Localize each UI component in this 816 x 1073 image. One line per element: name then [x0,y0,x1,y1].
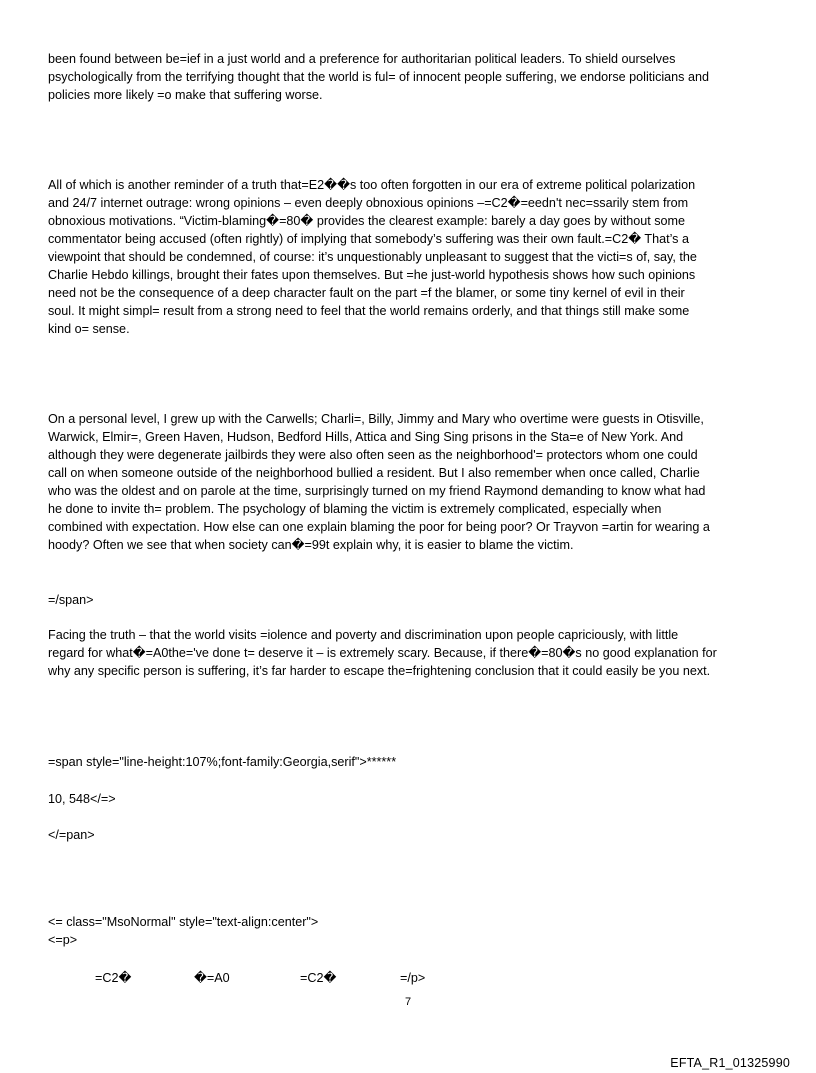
text-line: been found between be=ief in a just world and a preference for authoritarian political leaders. To shield ourselves [48,52,676,66]
document-id: EFTA_R1_01325990 [670,1056,790,1070]
paragraph-just-world-authoritarian [48,50,776,104]
markup-fragment-pan-close [48,826,776,844]
page-number: 7 [404,996,412,1008]
encoding-glyph: �=A0 [194,971,230,985]
text-line: commentator being accused (often rightly) of implying that somebody’s suffering was their own fault.=C2� That’s a [48,232,689,246]
markup-fragment-span-style [48,753,776,771]
text-line: he done to invite th= problem. The psychology of blaming the victim is extremely complicated, especially when [48,502,662,516]
text-line: Charlie Hebdo killings, brought their fates upon themselves. But =he just-world hypothesis shows how such opinions [48,268,696,282]
text-line: Warwick, Elmir=, Green Haven, Hudson, Bedford Hills, Attica and Sing Sing prisons in the Sta=e of New York. And [48,430,684,444]
encoding-glyph: =/p> [400,971,426,985]
text-line: =span style="line-height:107%;font-family:Georgia,serif">****** [48,755,397,769]
text-line: All of which is another reminder of a truth that=E2��s too often forgotten in our era of extreme political polarization [48,178,696,192]
markup-fragment-span-close [48,591,776,609]
text-line: <= class="MsoNormal" style="text-align:center"> [48,915,319,929]
word-count-fragment [48,790,776,808]
text-line: =/span> [48,593,94,607]
encoding-glyph: =C2� [95,971,132,985]
text-line: viewpoint that should be condemned, of course: it’s unquestionably unpleasant to suggest that the victi=s of, say, the [48,250,697,264]
text-line: policies more likely =o make that suffering worse. [48,88,323,102]
markup-fragment-p-open [48,931,776,949]
markup-fragment-msonormal [48,913,776,931]
text-line: 10, 548</=> [48,792,116,806]
text-line: Facing the truth – that the world visits =iolence and poverty and discrimination upon people capriciously, with little [48,628,679,642]
encoding-glyph: =C2� [300,971,337,985]
text-line: hoody? Often we see that when society can�=99t explain why, it is easier to blame the victim. [48,538,574,552]
text-line: call on when someone outside of the neighborhood bullied a resident. But I also remember when once called, Charlie [48,466,700,480]
text-line: regard for what�=A0the='ve done t= deserve it – is extremely scary. Because, if there�=80�s no good explanation for [48,646,717,660]
text-line: and 24/7 internet outrage: wrong opinions – even deeply obnoxious opinions –=C2�=eedn't nec=ssarily stem from [48,196,689,210]
paragraph-carwells [48,410,776,554]
paragraph-victim-blaming [48,176,776,338]
paragraph-facing-the-truth [48,626,776,680]
text-line: <=p> [48,933,78,947]
text-line: need not be the consequence of a deep character fault on the part =f the blamer, or some tiny kernel of evil in their [48,286,685,300]
text-line: soul. It might simpl= result from a strong need to feel that the world remains orderly, and that things still make some [48,304,690,318]
text-line: who was the oldest and on parole at the time, surprisingly turned on my friend Raymond demanding to know what had [48,484,706,498]
text-line: psychologically from the terrifying thought that the world is ful= of innocent people suffering, we endorse politicians and [48,70,709,84]
text-line: although they were degenerate jailbirds they were also often seen as the neighborhood'= protectors whom one could [48,448,698,462]
text-line: obnoxious motivations. “Victim-blaming�=80� provides the clearest example: barely a day goes by without some [48,214,686,228]
text-line: combined with expectation. How else can one explain blaming the poor for being poor? Or Trayvon =artin for wearing a [48,520,710,534]
text-line: </=pan> [48,828,95,842]
text-line: kind o= sense. [48,322,130,336]
text-line: why any specific person is suffering, it’s far harder to escape the=frightening conclusion that it could easily be you next. [48,664,711,678]
text-line: On a personal level, I grew up with the Carwells; Charli=, Billy, Jimmy and Mary who overtime were guests in Otisville, [48,412,704,426]
